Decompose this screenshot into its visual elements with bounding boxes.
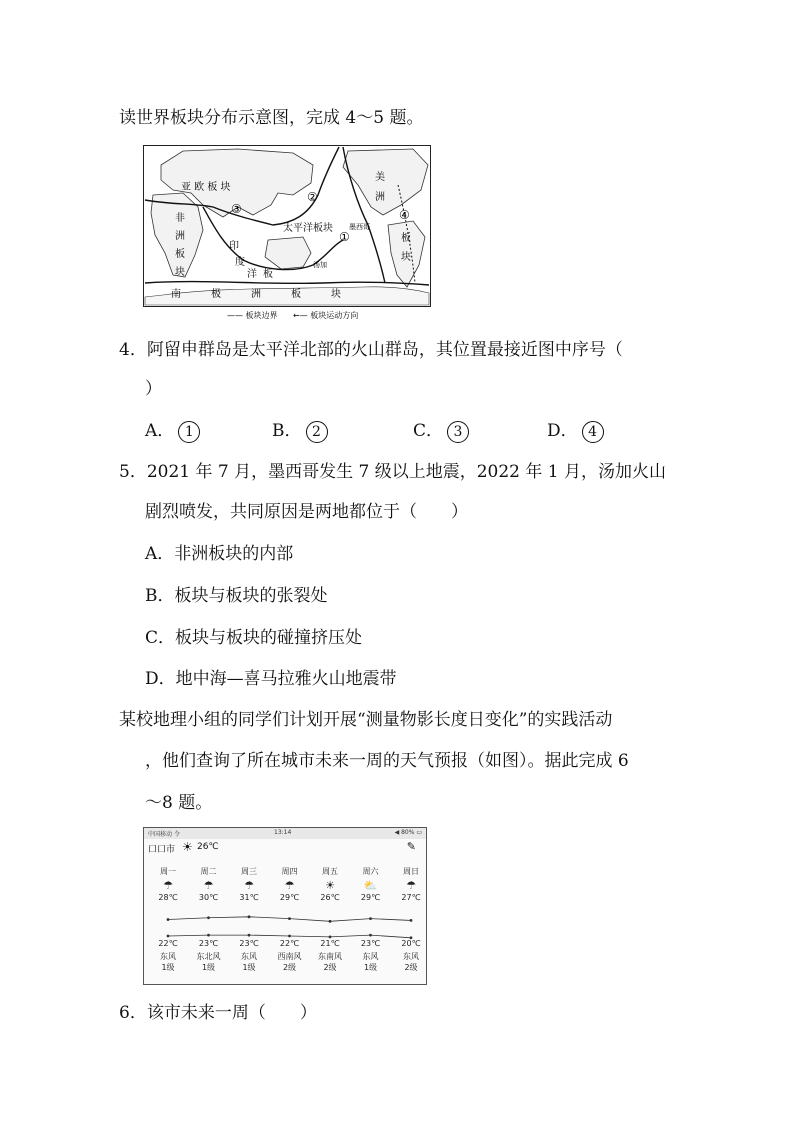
q4-option-c[interactable]: C． 3 [413, 419, 469, 443]
high-temp: 29℃ [279, 893, 300, 902]
label-eurasia: 亚 欧 板 块 [181, 182, 231, 193]
high-temp: 29℃ [360, 893, 381, 902]
rain-icon: ☂ [163, 879, 173, 892]
wind-direction: 东南风 [318, 952, 342, 961]
temperature-curves [144, 828, 428, 986]
status-time: 13:14 [274, 829, 292, 836]
marker-4: ④ [399, 208, 410, 222]
marker-2: ② [307, 190, 318, 204]
q6-stem: 6．该市未来一周（ ） [119, 1003, 317, 1023]
high-temp: 26℃ [320, 893, 340, 902]
intro-shadow-line3: ～8 题。 [145, 793, 213, 813]
q5-stem-line1: 5．2021 年 7 月，墨西哥发生 7 级以上地震，2022 年 1 月，汤加火山 [119, 462, 667, 482]
rain-icon: ☂ [203, 879, 214, 892]
status-carrier: 中国移动 令 [148, 831, 180, 838]
high-temp: 31℃ [239, 893, 259, 902]
circled-3: 3 [447, 421, 469, 443]
high-temp: 28℃ [158, 893, 178, 902]
high-temp-line-point [369, 917, 372, 920]
q4-option-d[interactable]: D． 4 [547, 419, 604, 443]
day-label: 周二 [200, 867, 217, 876]
high-temp: 27℃ [401, 893, 421, 902]
low-temp: 22℃ [279, 939, 300, 948]
q5-option-c[interactable]: C．板块与板块的碰撞挤压处 [145, 628, 363, 648]
low-temp: 23℃ [198, 939, 219, 948]
q4-option-a[interactable]: A． 1 [145, 419, 200, 443]
weather-forecast [143, 827, 427, 985]
low-temp: 23℃ [239, 939, 259, 948]
low-temp-line-point [167, 935, 170, 938]
high-temp-line-point [410, 919, 413, 922]
intro-shadow-line2: ，他们查询了所在城市未来一周的天气预报（如图）。据此完成 6 [145, 751, 629, 771]
label-america-3: 板 [401, 233, 411, 244]
rain-icon: ☂ [284, 879, 295, 892]
label-africa-4: 块 [175, 267, 185, 278]
low-temp: 22℃ [158, 939, 178, 948]
circled-4: 4 [582, 421, 604, 443]
label-antarctic: 南 极 洲 板 块 [171, 289, 341, 300]
label-america-4: 块 [401, 252, 411, 263]
low-temp-line-point [329, 936, 332, 939]
label-pacific: 太平洋板块 [283, 223, 333, 234]
wind-level: 2级 [404, 963, 418, 972]
wind-direction: 东风 [362, 952, 379, 961]
q5-option-d[interactable]: D．地中海—喜马拉雅火山地震带 [145, 669, 397, 689]
high-temp-line-point [288, 917, 291, 920]
intro-shadow-line1: 某校地理小组的同学们计划开展“测量物影长度日变化”的实践活动 [119, 710, 613, 730]
day-label: 周日 [403, 867, 419, 876]
legend-boundary: —— 板块边界 [227, 311, 278, 320]
wind-direction: 西南风 [277, 952, 302, 961]
high-temp-line-point [167, 918, 170, 921]
circled-2: 2 [306, 421, 328, 443]
partly-cloudy-icon: ⛅ [363, 879, 378, 892]
label-africa-3: 板 [175, 249, 185, 260]
high-temp-line-point [248, 915, 251, 918]
label-africa-1: 非 [175, 213, 185, 224]
plate-map [143, 145, 431, 323]
edit-icon[interactable]: ✎ [406, 840, 416, 853]
label-indian-1: 印 [229, 241, 239, 252]
wind-level: 1级 [363, 963, 378, 972]
wind-direction: 东风 [403, 952, 419, 961]
wind-level: 1级 [161, 963, 175, 972]
q4-stem-line1: 4．阿留申群岛是太平洋北部的火山群岛，其位置最接近图中序号（ [119, 340, 623, 360]
high-temp-line-point [329, 920, 332, 923]
city-name: 口口市 [148, 845, 176, 855]
q5-option-b[interactable]: B．板块与板块的张裂处 [145, 586, 328, 606]
day-label: 周五 [322, 867, 338, 876]
wind-direction: 东风 [241, 952, 257, 961]
low-temp-line-point [288, 935, 291, 938]
label-indian-4: 板 [263, 269, 273, 280]
intro-plates: 读世界板块分布示意图，完成 4～5 题。 [119, 108, 424, 128]
label-africa-2: 洲 [175, 231, 185, 242]
low-temp-line-point [248, 934, 251, 937]
wind-level: 2级 [282, 963, 297, 972]
label-america-1: 美 [375, 172, 385, 183]
sun-icon: ☀ [325, 879, 335, 892]
low-temp: 21℃ [320, 939, 340, 948]
circled-1: 1 [178, 421, 200, 443]
low-temp-line-point [369, 934, 372, 937]
q4-option-b[interactable]: B． 2 [272, 419, 328, 443]
low-temp: 23℃ [360, 939, 381, 948]
high-temp: 30℃ [198, 893, 219, 902]
wind-direction: 东风 [160, 952, 176, 961]
wind-level: 1级 [242, 963, 256, 972]
day-label: 周三 [241, 867, 257, 876]
low-temp-line-point [207, 934, 210, 937]
day-label: 周六 [362, 867, 379, 876]
label-indian-3: 洋 [247, 269, 257, 280]
rain-icon: ☂ [406, 879, 416, 892]
label-tonga: 汤加 [313, 261, 327, 269]
label-america-2: 洲 [375, 192, 385, 203]
q5-option-a[interactable]: A．非洲板块的内部 [145, 544, 294, 564]
label-mexico: 墨西哥 [349, 223, 370, 231]
q5-stem-line2: 剧烈喷发，共同原因是两地都位于（ ） [145, 502, 468, 522]
marker-3: ③ [231, 202, 242, 216]
legend-motion: ←— 板块运动方向 [293, 311, 359, 320]
day-label: 周四 [281, 867, 298, 876]
current-temp: 26℃ [197, 842, 219, 852]
sun-icon: ☀ [182, 840, 193, 854]
high-temp-line-point [207, 916, 210, 919]
status-battery: ◀ 80% ▭ [394, 829, 422, 836]
low-temp: 20℃ [401, 939, 421, 948]
rain-icon: ☂ [244, 879, 254, 892]
label-indian-2: 度 [235, 257, 245, 268]
q4-stem-line2: ） [145, 379, 162, 399]
wind-level: 2级 [323, 963, 337, 972]
wind-level: 1级 [201, 963, 216, 972]
wind-direction: 东北风 [196, 952, 221, 961]
low-temp-line-point [410, 936, 413, 939]
day-label: 周一 [160, 867, 176, 876]
marker-1: ① [339, 230, 350, 244]
